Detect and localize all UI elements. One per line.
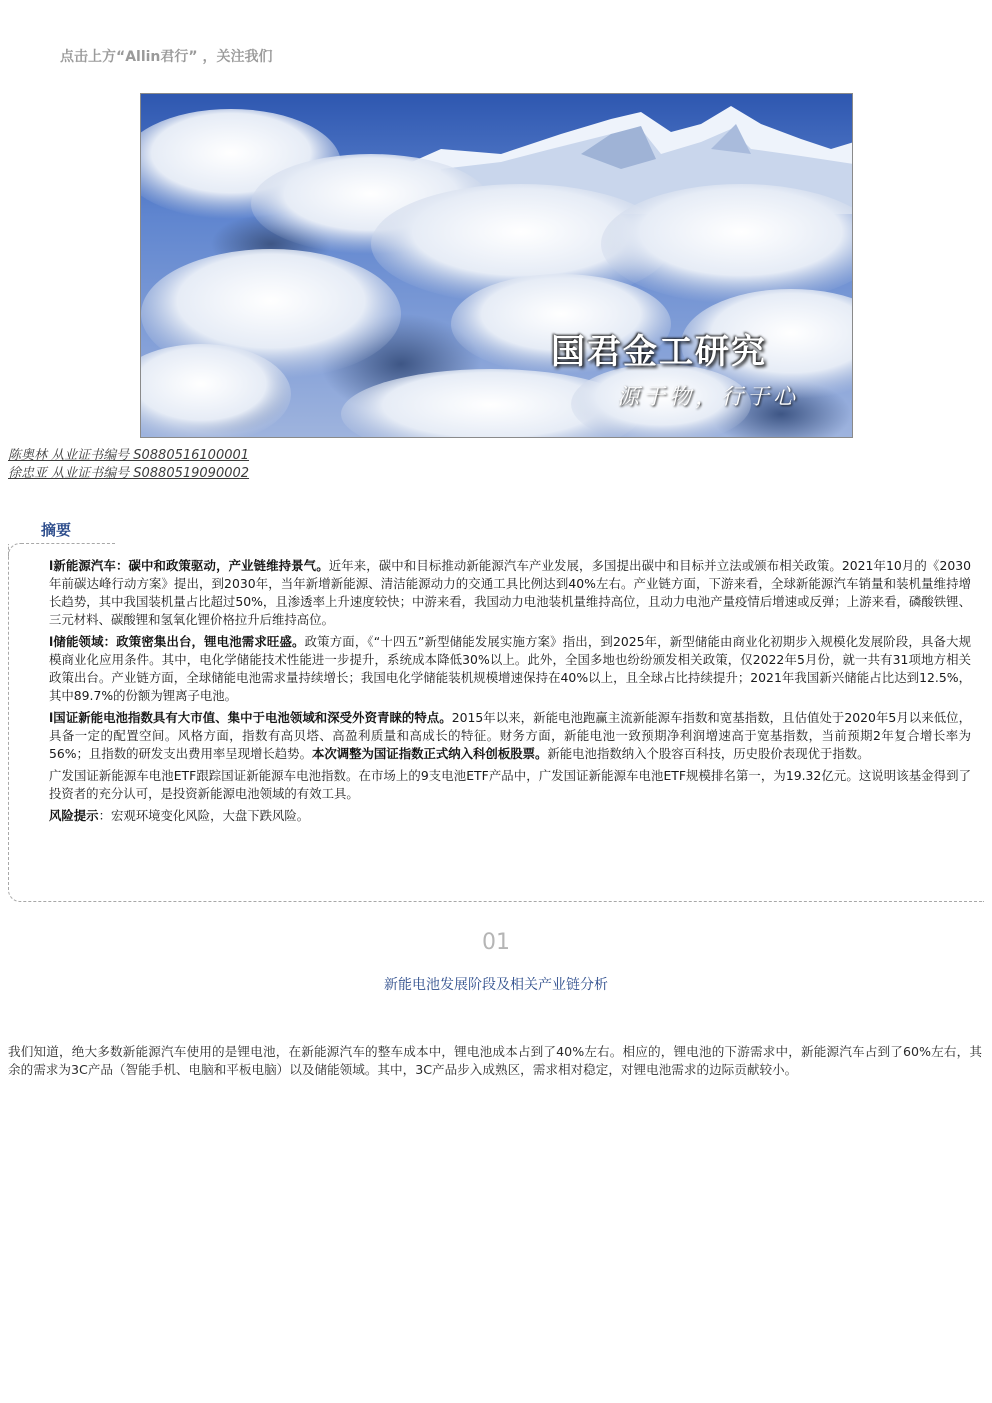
abstract-etf-paragraph: 广发国证新能源车电池ETF跟踪国证新能源车电池指数。在市场上的9支电池ETF产品中，广发国证新能源车电池ETF规模排名第一，为19.32亿元。这说明该基金得到了投资者的充分认可，是投资新能源电池领域的有效工具。: [49, 768, 971, 801]
abstract-title: 摘要: [41, 521, 72, 539]
abstract-item-heading: 储能领域：政策密集出台，锂电池需求旺盛。: [53, 634, 305, 649]
abstract-item-text: 新能电池指数纳入个股容百科技，历史股价表现优于指数。: [547, 746, 870, 761]
follow-prompt: 点击上方“Allin君行” ，关注我们: [60, 49, 273, 65]
banner-image: [140, 93, 853, 438]
author-line[interactable]: 徐忠亚 从业证书编号 S0880519090002: [8, 466, 250, 481]
abstract-risk: [49, 807, 971, 825]
bullet-marker: l: [49, 634, 54, 649]
body-paragraph: 我们知道，绝大多数新能源汽车使用的是锂电池，在新能源汽车的整车成本中，锂电池成本占到了40%左右。相应的，锂电池的下游需求中，新能源汽车占到了60%左右，其余的需求为3C产品（智能手机、电脑和平板电脑）以及储能领域。其中，3C产品步入成熟区，需求相对稳定，对锂电池需求的边际贡献较小。: [8, 1044, 982, 1077]
risk-label: 风险提示: [49, 808, 99, 823]
abstract-item-text: 近年来，碳中和目标推动新能源汽车产业发展，多国提出碳中和目标并立法或颁布相关政策。2021年10月的《2030年前碳达峰行动方案》提出，到2030年，当年新增新能源、清洁能源动力的交通工具比例达到40%左右。产业链方面，下游来看，全球新能源汽车销量和装机量维持增长趋势，其中我国装机量占比超过50%，且渗透率上升速度较快；中游来看，我国动力电池装机量维持高位，且动力电池产量疫情后增速或反弹；上游来看，磷酸铁锂、三元材料、碳酸锂和氢氧化锂价格拉升后维持高位。: [49, 558, 971, 627]
abstract-item-text: 政策方面，《“十四五”新型储能发展实施方案》指出，到2025年，新型储能由商业化初期步入规模化发展阶段，具备大规模商业化应用条件。其中，电化学储能技术性能进一步提升，系统成本降低30%以上。此外，全国多地也纷纷颁发相关政策，仅2022年5月份，就一共有31项地方相关政策出台。产业链方面，全球储能电池需求量持续增长；我国电化学储能装机规模增速保持在40%以上，且全球占比持续提升；2021年我国新兴储能占比达到12.5%，其中89.7%的份额为锂离子电池。: [49, 634, 972, 703]
banner-title: 国君金工研究: [551, 332, 767, 372]
abstract-item-index: [49, 709, 971, 763]
abstract-body: [49, 557, 971, 829]
abstract-item-heading: 新能源汽车：碳中和政策驱动，产业链维持景气。: [53, 558, 329, 573]
risk-text: ：宏观环境变化风险，大盘下跌风险。: [98, 808, 310, 823]
abstract-item-ev: [49, 557, 971, 629]
section-title: 新能电池发展阶段及相关产业链分析: [384, 977, 608, 993]
author-list: [8, 447, 249, 483]
frame-corner: [8, 543, 23, 558]
abstract-item-storage: [49, 633, 971, 705]
bullet-marker: l: [49, 558, 54, 573]
section-number: 01: [482, 930, 510, 955]
frame-top-line: [21, 543, 115, 544]
banner-slogan: 源于物，行于心: [617, 385, 800, 410]
abstract-item-text: 2015年以来，新能电池跑赢主流新能源车指数和宽基指数，且估值处于2020年5月以来低位，具备一定的配置空间。风格方面，指数有高贝塔、高盈利质量和高成长的特征。财务方面，新能电池一致预期净利润增速高于宽基指数，当前预期2年复合增长率为56%；且指数的研发支出费用率呈现增长趋势。: [49, 710, 971, 761]
abstract-item-heading: 国证新能电池指数具有大市值、集中于电池领域和深受外资青睐的特点。: [53, 710, 452, 725]
abstract-item-highlight: 本次调整为国证指数正式纳入科创板股票。: [311, 746, 548, 761]
bullet-marker: l: [49, 710, 54, 725]
author-line[interactable]: 陈奥林 从业证书编号 S0880516100001: [8, 448, 250, 463]
